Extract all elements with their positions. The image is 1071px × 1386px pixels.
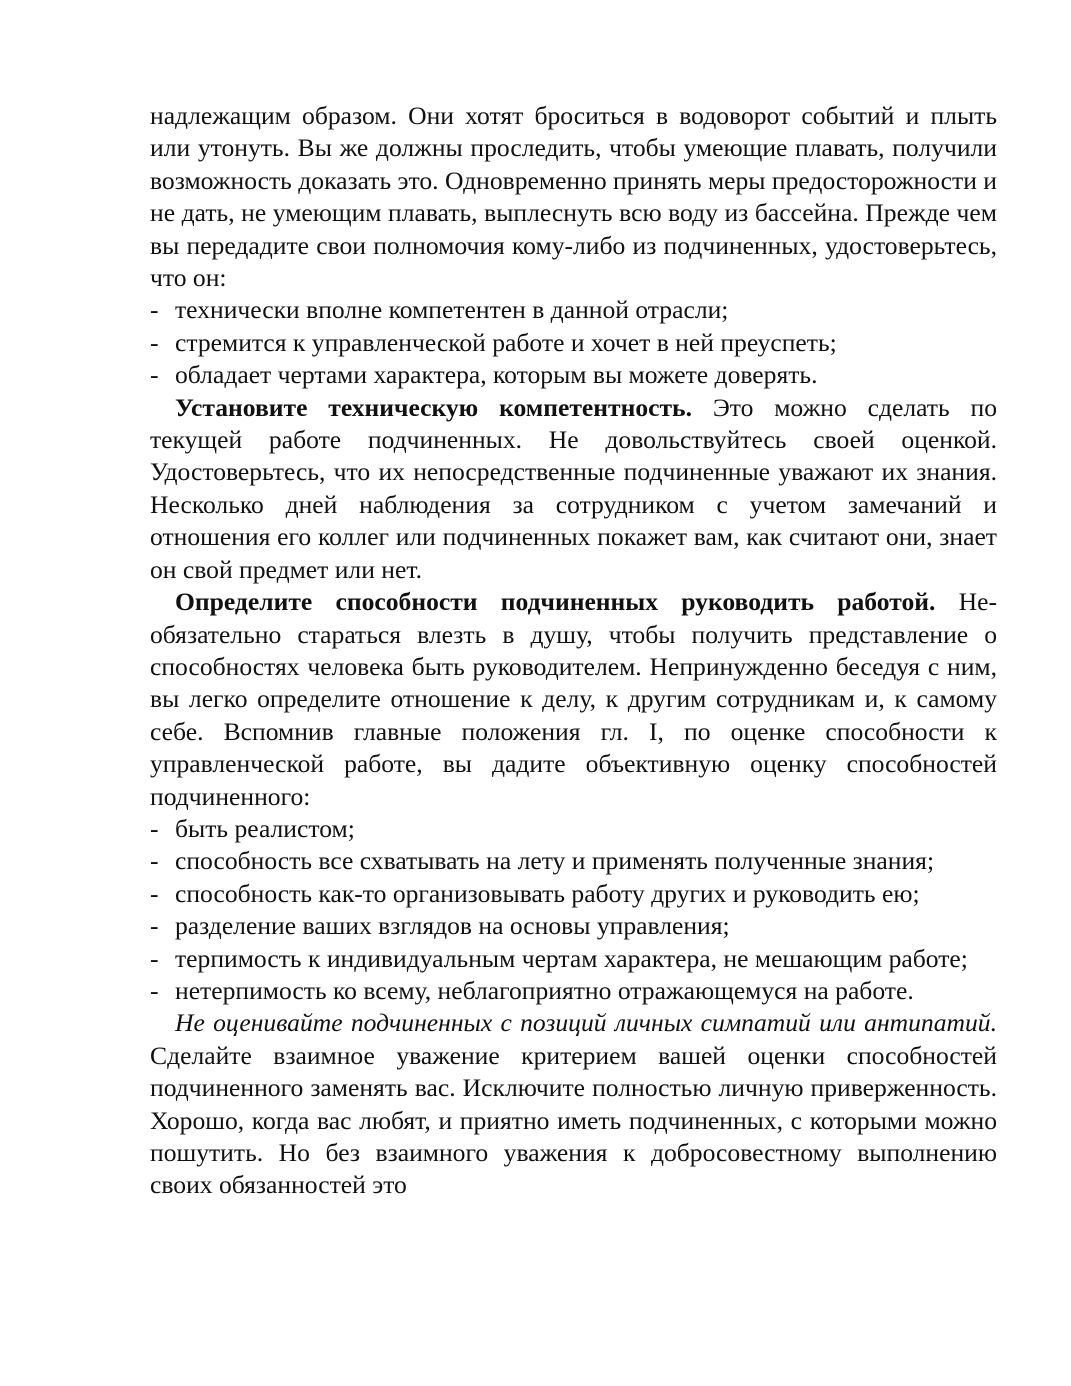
list-item [150, 294, 997, 326]
paragraph-personal-sympathies [150, 1007, 997, 1201]
list-item-text: способность как-то организовывать работу других и руководить ею; [175, 878, 920, 908]
paragraph-body: Это можно сделать по текущей работе подчиненных. Не довольствуйтесь своей оценкой. Удостоверьтесь, что их непосредственные подчиненные уважают их знания. Несколько дней наблюдения за сотрудником с учетом замечаний и отношения его коллег или подчиненных покажет вам, как считают они, знает он свой предмет или нет. [150, 392, 997, 584]
list-item-text: нетерпимость ко всему, неблагоприятно отражающемуся на работе. [175, 975, 914, 1005]
paragraph-intro: надлежащим образом. Они хотят броситься в водоворот событий и плыть или утонуть. Вы же должны проследить, чтобы умеющие плавать, получили возможность доказать это. Одновременно принять меры предосторожности и не дать, не умеющим плавать, выплеснуть всю воду из бассейна. Прежде чем вы передадите свои полномочия кому-либо из подчиненных, удостоверьтесь, что он: [150, 101, 997, 293]
list-item [150, 975, 997, 1007]
list-item-text: способность все схватывать на лету и применять полученные знания; [175, 846, 935, 876]
list-dash: - [150, 360, 159, 390]
list-dash: - [150, 975, 159, 1005]
paragraph-body: Сделайте взаимное уважение критерием вашей оценки способностей подчиненного заменять вас. Исключите полностью личную приверженность. Хорошо, когда вас любят, и приятно иметь подчиненных, с которыми можно пошутить. Но без взаимного уважения к добросовестному выполнению своих обязанностей это [150, 1040, 997, 1200]
paragraph-leadership-ability [150, 586, 997, 813]
list-item-text: терпимость к индивидуальным чертам характера, не мешающим работе; [175, 943, 968, 973]
paragraph-heading: Установите техническую компетентность. [175, 392, 692, 422]
paragraph-heading: Определите способности подчиненных руководить работой. [175, 587, 936, 617]
list-item-text: разделение ваших взглядов на основы управления; [175, 911, 730, 941]
list-item [150, 878, 997, 910]
list-item [150, 845, 997, 877]
list-dash: - [150, 295, 159, 325]
list-item-text: стремится к управленческой работе и хочет в ней преуспеть; [175, 327, 837, 357]
paragraph-heading: Не оценивайте подчиненных с позиций личных симпатий или антипатий. [175, 1008, 997, 1038]
list-dash: - [150, 911, 159, 941]
list-dash: - [150, 813, 159, 843]
criteria-list [150, 294, 997, 391]
list-dash: - [150, 846, 159, 876]
list-item [150, 943, 997, 975]
list-item [150, 359, 997, 391]
list-item [150, 327, 997, 359]
abilities-list [150, 813, 997, 1007]
list-item-text: обладает чертами характера, которым вы можете доверять. [175, 360, 818, 390]
paragraph-body: Необязательно стараться влезть в душу, чтобы получить представление о способностях человека быть руководителем. Непринужденно беседуя с ним, вы легко определите отношение к делу, к другим сотрудникам и, к самому себе. Вспомнив главные положения гл. I, по оценке способности к управленческой работе, вы дадите объективную оценку способностей подчиненного: [150, 587, 997, 811]
list-item [150, 910, 997, 942]
list-item-text: быть реалистом; [175, 813, 355, 843]
list-item-text: технически вполне компетентен в данной отрасли; [175, 295, 729, 325]
paragraph-technical-competence [150, 392, 997, 586]
list-dash: - [150, 943, 159, 973]
list-item [150, 813, 997, 845]
list-dash: - [150, 878, 159, 908]
list-dash: - [150, 327, 159, 357]
document-page [150, 100, 997, 1202]
